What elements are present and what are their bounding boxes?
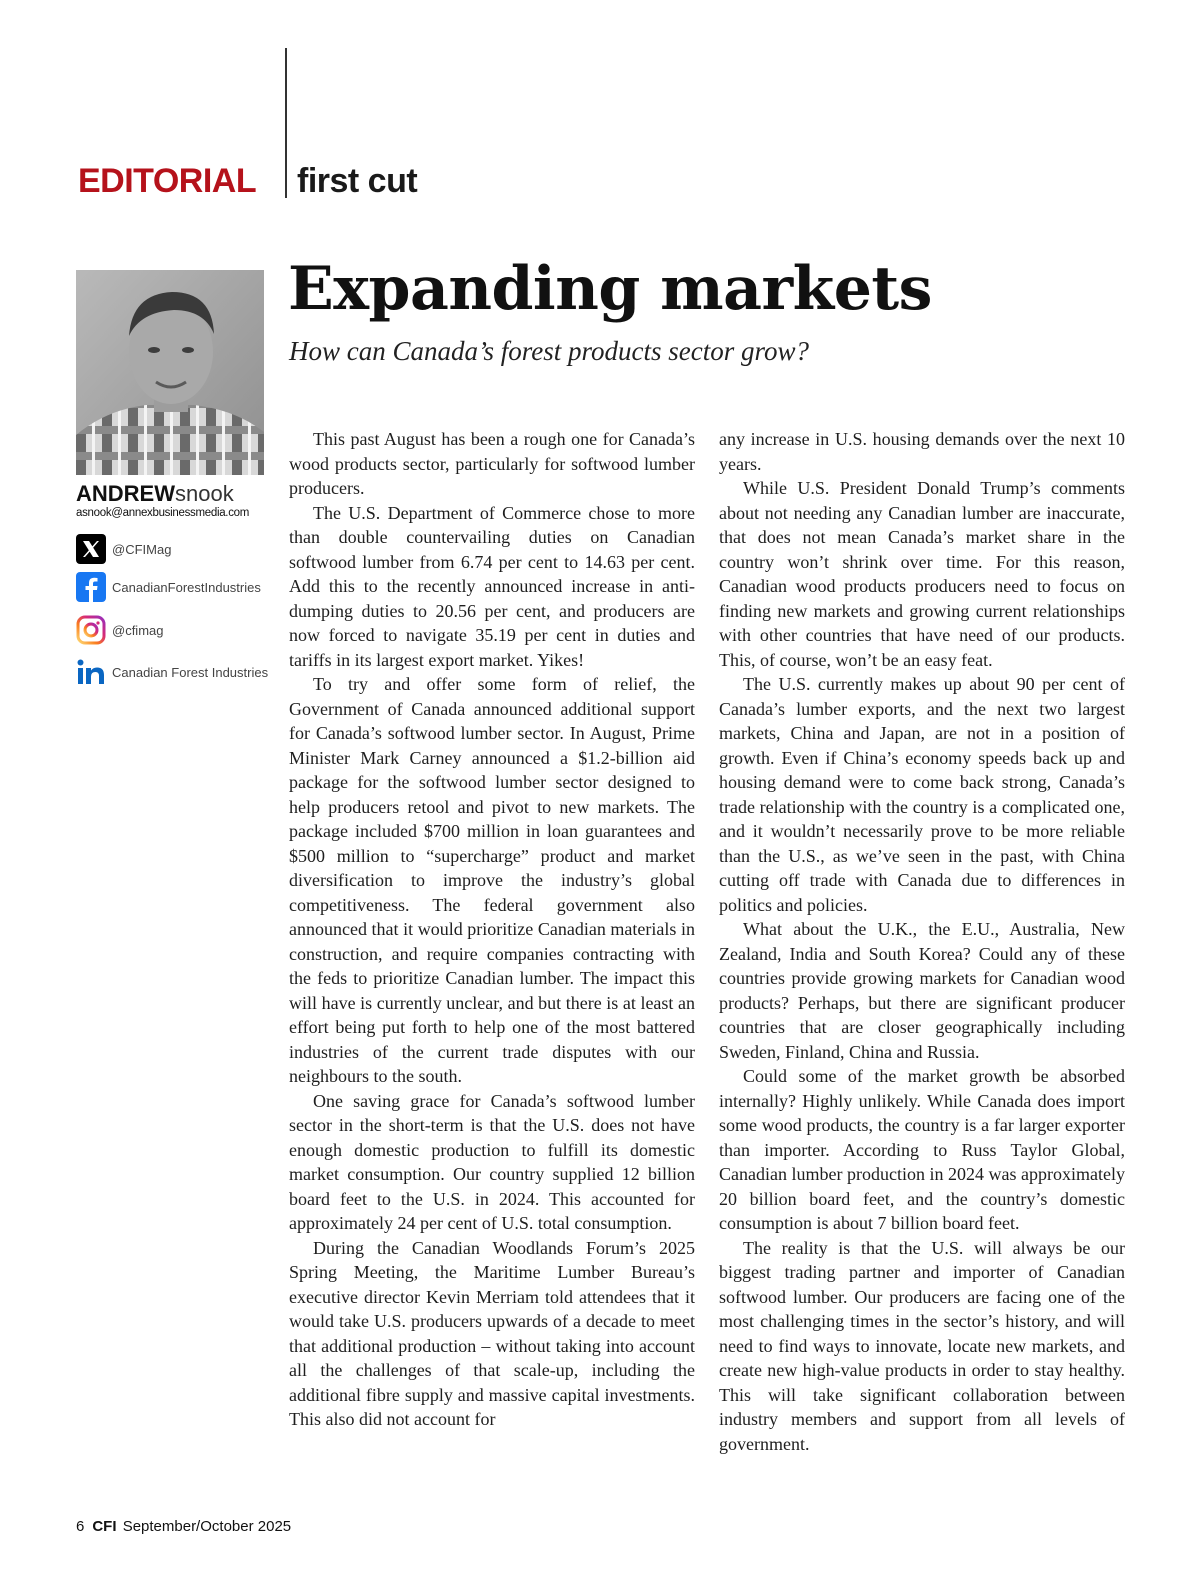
instagram-icon	[76, 615, 106, 645]
article-column-2	[719, 427, 1125, 1456]
header-divider	[285, 48, 287, 198]
author-name	[76, 481, 234, 507]
body-paragraph: While U.S. President Donald Trump’s comments about not needing any Canadian lumber are inaccurate, that does not mean Canada’s market share in the country won’t shrink over time. For this reason, Canadian wood products producers need to focus on finding new markets and growing current relationships with other countries that have need of our products. This, of course, won’t be an easy feat.	[719, 478, 1125, 670]
issue-date: September/October 2025	[122, 1518, 292, 1535]
x-icon	[76, 534, 106, 564]
body-paragraph: any increase in U.S. housing demands over the next 10 years.	[719, 429, 1125, 474]
x-handle: @CFIMag	[112, 541, 172, 557]
social-link-instagram[interactable]	[76, 615, 276, 645]
linkedin-icon	[76, 657, 106, 687]
article-headline: Expanding markets	[288, 254, 932, 324]
social-link-linkedin[interactable]	[76, 657, 276, 687]
body-paragraph: To try and offer some form of relief, the Government of Canada announced additional support for Canada’s softwood lumber sector. In August, Prime Minister Mark Carney announced a $1.2-billion aid package for the softwood lumber sector designed to help producers retool and pivot to new markets. The package included $700 million in loan guarantees and $500 million to “supercharge” product and market diversification to improve the industry’s global competitiveness. The federal government also announced that it would prioritize Canadian materials in construction, and require companies contracting with the feds to prioritize Canadian lumber. The impact this will have is currently unclear, and but there is at least an effort being put forth to help one of the most battered industries of the current trade disputes with our neighbours to the south.	[289, 674, 695, 1086]
article-deck: How can Canada’s forest products sector grow?	[289, 336, 810, 366]
article-column-1	[289, 427, 695, 1432]
author-first-name: ANDREW	[76, 481, 175, 506]
social-link-x[interactable]	[76, 534, 276, 564]
body-paragraph: One saving grace for Canada’s softwood lumber sector in the short-term is that the U.S. does not have enough domestic production to fulfill its domestic market consumption. Our country supplied 12 billion board feet to the U.S. in 2024. This accounted for approximately 24 per cent of U.S. total consumption.	[289, 1090, 695, 1233]
body-paragraph: What about the U.K., the E.U., Australia, New Zealand, India and South Korea? Could any of these countries provide growing markets for Canadian wood products? Perhaps, but there are significant producer countries that are closer geographically including Sweden, Finland, China and Russia.	[719, 919, 1125, 1062]
author-email[interactable]: asnook@annexbusinessmedia.com	[76, 507, 250, 519]
author-photo	[76, 270, 264, 475]
facebook-icon	[76, 572, 106, 602]
body-paragraph: During the Canadian Woodlands Forum’s 2025 Spring Meeting, the Maritime Lumber Bureau’s executive director Kevin Merriam told attendees that it would take U.S. producers upwards of a decade to meet that additional production – without taking into account all the challenges of that scale-up, including the additional fibre supply and massive capital investments. This also did not account for	[289, 1237, 695, 1429]
body-paragraph: Could some of the market growth be absorbed internally? Highly unlikely. While Canada does import some wood products, the country is a far larger exporter than importer. According to Russ Taylor Global, Canadian lumber production in 2024 was approximately 20 billion board feet, and the country’s domestic consumption is about 7 billion board feet.	[719, 1066, 1125, 1233]
section-label: EDITORIAL	[78, 162, 257, 200]
facebook-handle: CanadianForestIndustries	[112, 579, 261, 595]
body-paragraph: The U.S. Department of Commerce chose to more than double countervailing duties on Canadian softwood lumber from 6.74 per cent to 14.63 per cent. Add this to the recently announced increase in anti-dumping duties to 20.56 per cent, and producers are now forced to navigate 35.19 per cent in duties and tariffs in its largest export market. Yikes!	[289, 502, 695, 670]
magazine-name: CFI	[92, 1518, 117, 1535]
body-paragraph: The U.S. currently makes up about 90 per cent of Canada’s lumber exports, and the next two largest markets, China and Japan, are not in a position of growth. Even if China’s economy speeds back up and housing demand were to come back strong, Canada’s trade relationship with the country is a complicated one, and it wouldn’t necessarily prove to be more reliable than the U.S., as we’ve seen in the past, with China cutting off trade with Canada due to differences in politics and policies.	[719, 674, 1125, 915]
page-footer	[76, 1518, 291, 1535]
author-last-name: snook	[175, 481, 234, 506]
body-paragraph: This past August has been a rough one for Canada’s wood products sector, particularly for softwood lumber producers.	[289, 429, 695, 498]
social-link-facebook[interactable]	[76, 572, 276, 602]
linkedin-handle: Canadian Forest Industries	[112, 664, 269, 680]
page-number: 6	[76, 1518, 85, 1535]
body-paragraph: The reality is that the U.S. will always be our biggest trading partner and importer of Canadian softwood lumber. Our producers are facing one of the most challenging times in the sector’s history, and will need to find ways to innovate, locate new markets, and create new high-value products in order to stay healthy. This will take significant collaboration between industry members and support from all levels of government.	[719, 1237, 1125, 1454]
instagram-handle: @cfimag	[112, 622, 164, 638]
subsection-label: first cut	[297, 162, 418, 200]
